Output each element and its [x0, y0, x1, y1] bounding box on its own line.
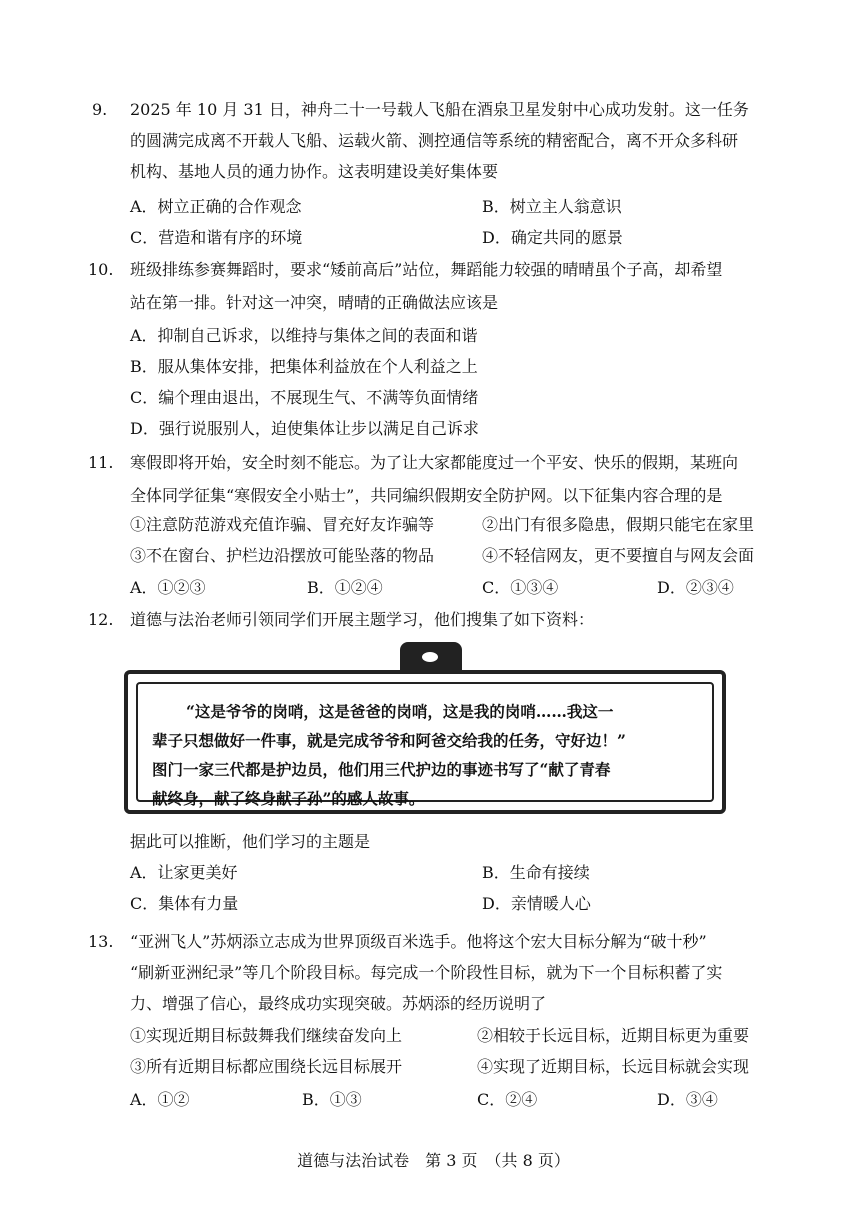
- statement-3: ③不在窗台、护栏边沿摆放可能坠落的物品: [130, 546, 435, 565]
- question-text-line: “刷新亚洲纪录”等几个阶段目标。每完成一个阶段性目标，就为下一个目标积蓄了实: [130, 963, 723, 982]
- option-d: D．②③④: [657, 578, 734, 597]
- quote-line: 图门一家三代都是护边员，他们用三代护边的事迹书写了“献了青春: [152, 760, 611, 779]
- quote-line: “这是爷爷的岗哨，这是爸爸的岗哨，这是我的岗哨……我这一: [186, 702, 614, 721]
- option-c: C．编个理由退出，不展现生气、不满等负面情绪: [130, 388, 479, 407]
- option-a: A．①②: [130, 1090, 190, 1109]
- option-d: D．③④: [657, 1090, 718, 1109]
- option-d: D．亲情暖人心: [482, 894, 591, 913]
- statement-4: ④实现了近期目标，长远目标就会实现: [477, 1057, 750, 1076]
- option-c: C．集体有力量: [130, 894, 239, 913]
- question-text-line: 道德与法治老师引领同学们开展主题学习，他们搜集了如下资料：: [130, 610, 595, 629]
- question-text-line: 力、增强了信心，最终成功实现突破。苏炳添的经历说明了: [130, 994, 547, 1013]
- question-text-line: 机构、基地人员的通力协作。这表明建设美好集体要: [130, 162, 499, 181]
- quote-inner-border: [136, 682, 714, 808]
- statement-4: ④不轻信网友，更不要擅自与网友会面: [482, 546, 755, 565]
- option-d: D．强行说服别人，迫使集体让步以满足自己诉求: [130, 419, 479, 438]
- option-b: B．树立主人翁意识: [482, 197, 622, 216]
- page-footer: 道德与法治试卷 第 3 页 （共 8 页）: [297, 1151, 570, 1170]
- question-text-line: “亚洲飞人”苏炳添立志成为世界顶级百米选手。他将这个宏大目标分解为“破十秒”: [130, 932, 707, 951]
- question-text-line: 寒假即将开始，安全时刻不能忘。为了让大家都能度过一个平安、快乐的假期，某班向: [130, 453, 739, 472]
- question-text-line: 全体同学征集“寒假安全小贴士”，共同编织假期安全防护网。以下征集内容合理的是: [130, 486, 723, 505]
- option-b: B．①③: [302, 1090, 362, 1109]
- statement-1: ①注意防范游戏充值诈骗、冒充好友诈骗等: [130, 515, 435, 534]
- question-text-line: 据此可以推断，他们学习的主题是: [130, 832, 371, 851]
- option-a: A．树立正确的合作观念: [130, 197, 302, 216]
- statement-2: ②相较于长远目标，近期目标更为重要: [477, 1026, 750, 1045]
- clip-hole: [422, 652, 438, 662]
- option-c: C．②④: [477, 1090, 538, 1109]
- option-c: C．①③④: [482, 578, 559, 597]
- option-a: A．让家更美好: [130, 863, 238, 882]
- option-b: B．①②④: [307, 578, 383, 597]
- statement-3: ③所有近期目标都应围绕长远目标展开: [130, 1057, 403, 1076]
- option-c: C．营造和谐有序的环境: [130, 228, 303, 247]
- option-a: A．①②③: [130, 578, 206, 597]
- statement-1: ①实现近期目标鼓舞我们继续奋发向上: [130, 1026, 403, 1045]
- question-number: 11.: [88, 453, 114, 472]
- option-b: B．生命有接续: [482, 863, 590, 882]
- option-a: A．抑制自己诉求，以维持与集体之间的表面和谐: [130, 326, 478, 345]
- quote-line: 献终身，献了终身献子孙”的感人故事。: [152, 789, 425, 808]
- question-text-line: 的圆满完成离不开载人飞船、运载火箭、测控通信等系统的精密配合，离不开众多科研: [130, 131, 739, 150]
- option-b: B．服从集体安排，把集体利益放在个人利益之上: [130, 357, 478, 376]
- option-d: D．确定共同的愿景: [482, 228, 623, 247]
- quote-line: 辈子只想做好一件事，就是完成爷爷和阿爸交给我的任务，守好边！”: [152, 731, 626, 750]
- question-text-line: 班级排练参赛舞蹈时，要求“矮前高后”站位，舞蹈能力较强的晴晴虽个子高，却希望: [130, 260, 723, 279]
- question-text-line: 2025 年 10 月 31 日，神舟二十一号载人飞船在酒泉卫星发射中心成功发射。这一任务: [130, 100, 749, 119]
- question-number: 12.: [88, 610, 114, 629]
- question-number: 13.: [88, 932, 114, 951]
- question-number: 9.: [92, 100, 108, 119]
- question-text-line: 站在第一排。针对这一冲突，晴晴的正确做法应该是: [130, 293, 499, 312]
- quote-box: [124, 670, 726, 814]
- statement-2: ②出门有很多隐患，假期只能宅在家里: [482, 515, 755, 534]
- question-number: 10.: [88, 260, 114, 279]
